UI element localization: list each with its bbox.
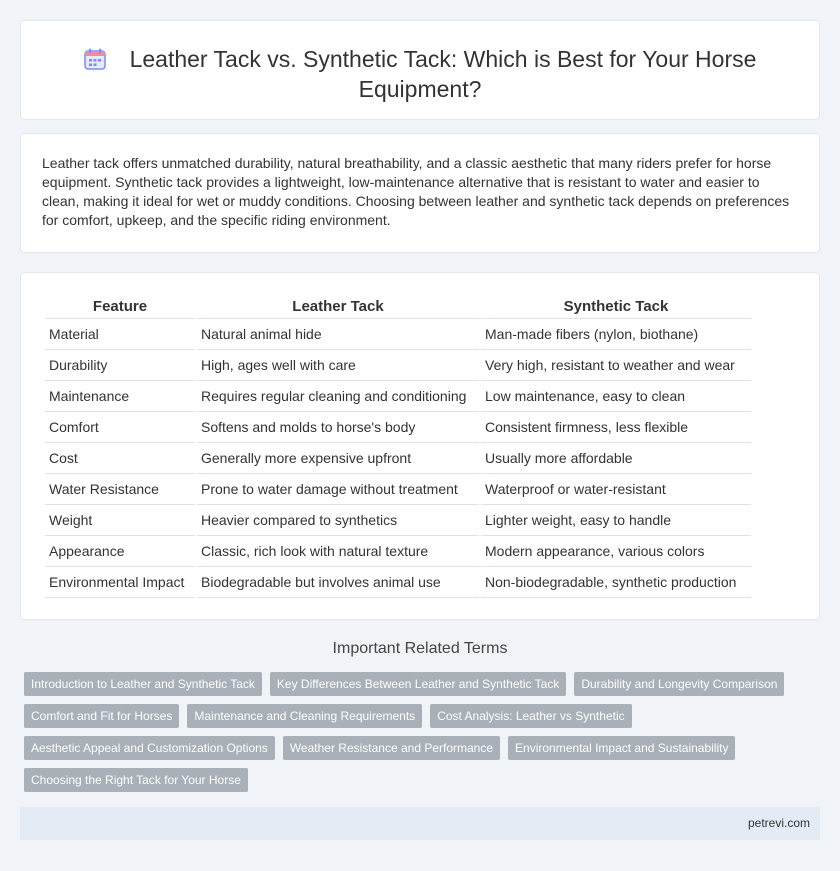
- cell-synthetic: Very high, resistant to weather and wear: [481, 350, 751, 381]
- cell-synthetic: Man-made fibers (nylon, biothane): [481, 319, 751, 350]
- cell-leather: Classic, rich look with natural texture: [197, 536, 479, 567]
- related-term-tag[interactable]: Durability and Longevity Comparison: [574, 672, 784, 696]
- cell-leather: Biodegradable but involves animal use: [197, 567, 479, 598]
- table-row: [45, 567, 751, 598]
- cell-feature: Water Resistance: [45, 474, 195, 505]
- cell-feature: Durability: [45, 350, 195, 381]
- cell-synthetic: Low maintenance, easy to clean: [481, 381, 751, 412]
- table-card: [20, 272, 820, 620]
- cell-synthetic: Lighter weight, easy to handle: [481, 505, 751, 536]
- cell-feature: Cost: [45, 443, 195, 474]
- cell-leather: Generally more expensive upfront: [197, 443, 479, 474]
- cell-leather: Prone to water damage without treatment: [197, 474, 479, 505]
- cell-synthetic: Usually more affordable: [481, 443, 751, 474]
- related-term-tag[interactable]: Environmental Impact and Sustainability: [508, 736, 735, 760]
- title-card: [20, 20, 820, 120]
- table-row: [45, 474, 751, 505]
- related-term-tag[interactable]: Key Differences Between Leather and Synthetic Tack: [270, 672, 566, 696]
- cell-synthetic: Non-biodegradable, synthetic production: [481, 567, 751, 598]
- cell-feature: Comfort: [45, 412, 195, 443]
- page-title-wrap: [21, 44, 819, 104]
- cell-feature: Appearance: [45, 536, 195, 567]
- related-term-tag[interactable]: Introduction to Leather and Synthetic Tack: [24, 672, 262, 696]
- table-row: [45, 505, 751, 536]
- cell-feature: Maintenance: [45, 381, 195, 412]
- cell-leather: High, ages well with care: [197, 350, 479, 381]
- comparison-table: [43, 297, 753, 598]
- header-synthetic: Synthetic Tack: [481, 297, 751, 319]
- cell-synthetic: Waterproof or water-resistant: [481, 474, 751, 505]
- related-term-tag[interactable]: Aesthetic Appeal and Customization Options: [24, 736, 275, 760]
- table-header-row: [45, 297, 751, 319]
- cell-synthetic: Modern appearance, various colors: [481, 536, 751, 567]
- cell-leather: Heavier compared to synthetics: [197, 505, 479, 536]
- table-row: [45, 412, 751, 443]
- related-term-tag[interactable]: Choosing the Right Tack for Your Horse: [24, 768, 248, 792]
- related-term-tag[interactable]: Comfort and Fit for Horses: [24, 704, 179, 728]
- intro-card: [20, 133, 820, 253]
- page-title: Leather Tack vs. Synthetic Tack: Which is Best for Your Horse Equipment?: [129, 46, 757, 102]
- cell-feature: Weight: [45, 505, 195, 536]
- table-row: [45, 319, 751, 350]
- related-term-tag[interactable]: Maintenance and Cleaning Requirements: [187, 704, 422, 728]
- table-row: [45, 350, 751, 381]
- table-row: [45, 443, 751, 474]
- related-term-tag[interactable]: Cost Analysis: Leather vs Synthetic: [430, 704, 631, 728]
- cell-feature: Environmental Impact: [45, 567, 195, 598]
- table-row: [45, 381, 751, 412]
- footer: [20, 807, 820, 840]
- cell-leather: Softens and molds to horse's body: [197, 412, 479, 443]
- header-leather: Leather Tack: [197, 297, 479, 319]
- footer-site-link[interactable]: petrevi.com: [747, 816, 810, 830]
- calendar-icon: [84, 47, 106, 69]
- cell-leather: Requires regular cleaning and conditioning: [197, 381, 479, 412]
- table-row: [45, 536, 751, 567]
- intro-text: Leather tack offers unmatched durability, natural breathability, and a classic aesthetic that many riders prefer for horse equipment. Synthetic tack provides a lightweight, low-maintenance alternative that is resistant to water and easier to clean, making it ideal for wet or muddy conditions. Choosing between leather and synthetic tack depends on preferences for comfort, upkeep, and the specific riding environment.: [42, 155, 790, 228]
- header-feature: Feature: [45, 297, 195, 319]
- related-term-tag[interactable]: Weather Resistance and Performance: [283, 736, 500, 760]
- related-terms-heading: Important Related Terms: [332, 640, 508, 657]
- related-terms-list: [24, 672, 804, 792]
- cell-feature: Material: [45, 319, 195, 350]
- cell-leather: Natural animal hide: [197, 319, 479, 350]
- cell-synthetic: Consistent firmness, less flexible: [481, 412, 751, 443]
